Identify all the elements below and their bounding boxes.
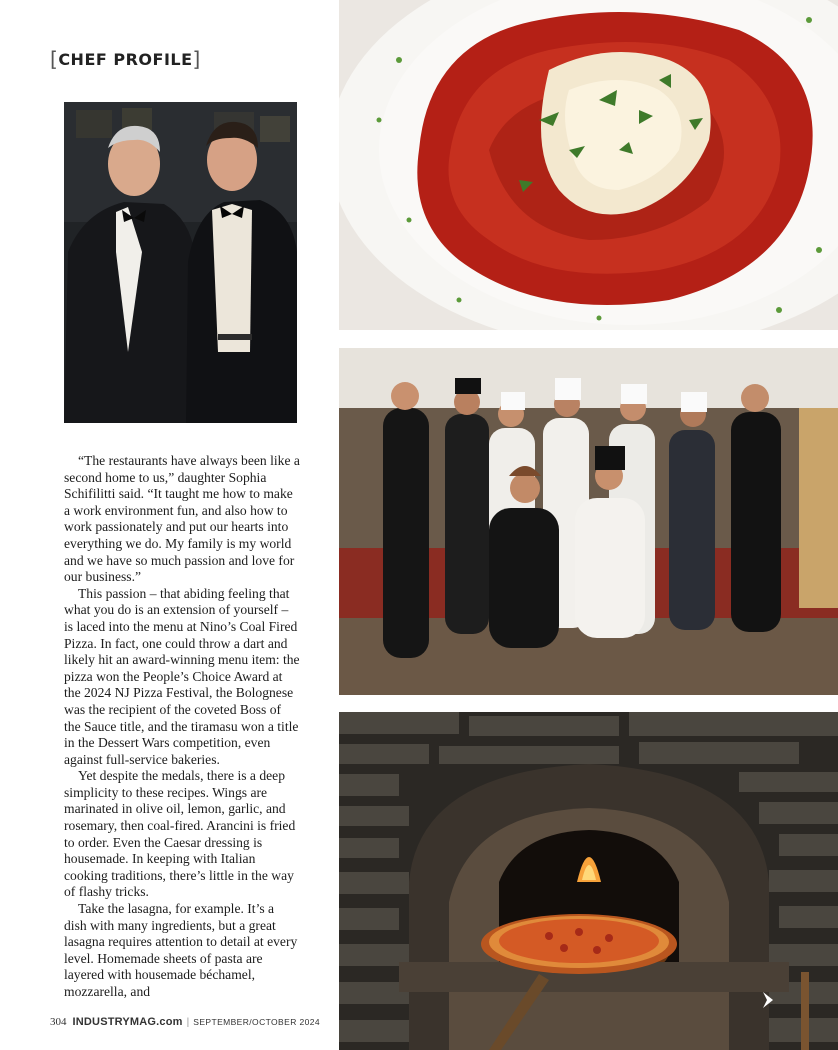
article-paragraph: Take the lasagna, for example. It’s a dish with many ingredients, but a great lasagna requires attention to detail at every level. Homemade sheets of pasta are layered with housemade béchamel, mozzarella, and: [64, 901, 298, 999]
issue-date: SEPTEMBER/OCTOBER 2024: [193, 1017, 321, 1027]
magazine-name: INDUSTRYMAG.com: [72, 1016, 183, 1028]
dish-photo: [339, 0, 838, 330]
article-paragraph: Yet despite the medals, there is a deep simplicity to these recipes. Wings are marinated in olive oil, lemon, garlic, and rosemary, then coal-fired. Arancini is fried to order. Even the Caesar dressing is housemade. In keeping with Italian cooking traditions, there’s little in the way of flashy tricks.: [64, 768, 296, 900]
team-photo: [339, 348, 838, 695]
article-paragraph: This passion – that abiding feeling that what you do is an extension of yourself – is laced into the menu at Nino’s Coal Fired Pizza. In fact, one could throw a dart and likely hit an award-winning menu item: the pizza won the People’s Choice Award at the 2024 NJ Pizza Festival, the Bolognese was the recipient of the coveted Boss of the Sauce title, and the tiramasu won a title in the Dessert Wars competition, even against full-service bakeries.: [64, 585, 300, 767]
article-paragraph: “The restaurants have always been like a second home to us,” daughter Sophia Schifilitti said. “It taught me how to make a work environment fun, and also how to work passionately and put our hearts into everything we do. My family is my world and we have so much passion and love for our business.”: [64, 453, 300, 585]
article-body: [64, 453, 300, 1001]
page-number: 304: [50, 1016, 67, 1028]
section-title: CHEF PROFILE: [58, 50, 193, 69]
owners-portrait-photo: [64, 102, 297, 423]
section-label: [CHEF PROFILE]: [50, 47, 201, 71]
chevron-right-icon[interactable]: [759, 990, 781, 1010]
page-footer: 304 INDUSTRYMAG.com | SEPTEMBER/OCTOBER 2024: [50, 1016, 321, 1028]
